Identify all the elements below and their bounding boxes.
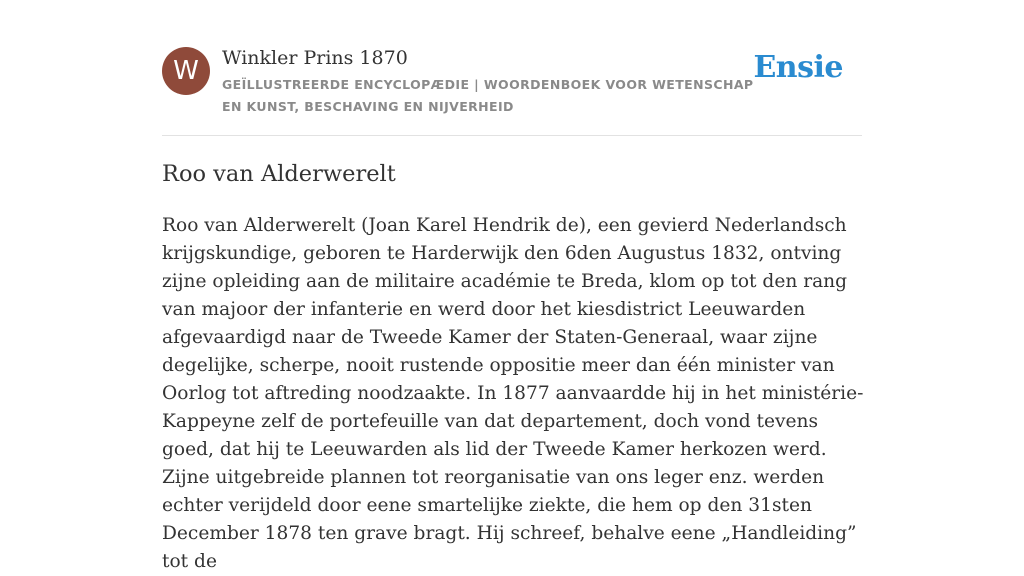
source-info — [222, 46, 762, 118]
ensie-logo[interactable]: Ensie — [753, 50, 843, 85]
entry-title: Roo van Alderwerelt — [162, 161, 396, 187]
entry-body: Roo van Alderwerelt (Joan Karel Hendrik de), een gevierd Nederlandsch krijgskundige, geboren te Harderwijk den 6den Augustus 1832, ontving zijne opleiding aan de militaire académie te Breda, klom op tot den rang van majoor der infanterie en werd door het kiesdistrict Leeuwarden afgevaardigd naar de Tweede Kamer der Staten-Generaal, waar zijne degelijke, scherpe, nooit rustende oppositie meer dan één minister van Oorlog tot aftreding noodzaakte. In 1877 aanvaardde hij in het ministérie-Kappeyne zelf de portefeuille van dat departement, doch vond tevens goed, dat hij te Leeuwarden als lid der Tweede Kamer herkozen werd. Zijne uitgebreide plannen tot reorganisatie van ons leger enz. werden echter verijdeld door eene smartelijke ziekte, die hem op den 31sten December 1878 ten grave bragt. Hij schreef, behalve eene „Handleiding” tot de — [162, 215, 864, 572]
source-subtitle: GEÏLLUSTREERDE ENCYCLOPÆDIE | WOORDENBOEK VOOR WETENSCHAP EN KUNST, BESCHAVING EN NIJVERHEID — [222, 77, 754, 114]
source-header — [162, 46, 862, 136]
source-avatar[interactable]: W — [162, 47, 210, 95]
header-divider — [162, 135, 862, 136]
source-title[interactable]: Winkler Prins 1870 — [222, 47, 408, 69]
